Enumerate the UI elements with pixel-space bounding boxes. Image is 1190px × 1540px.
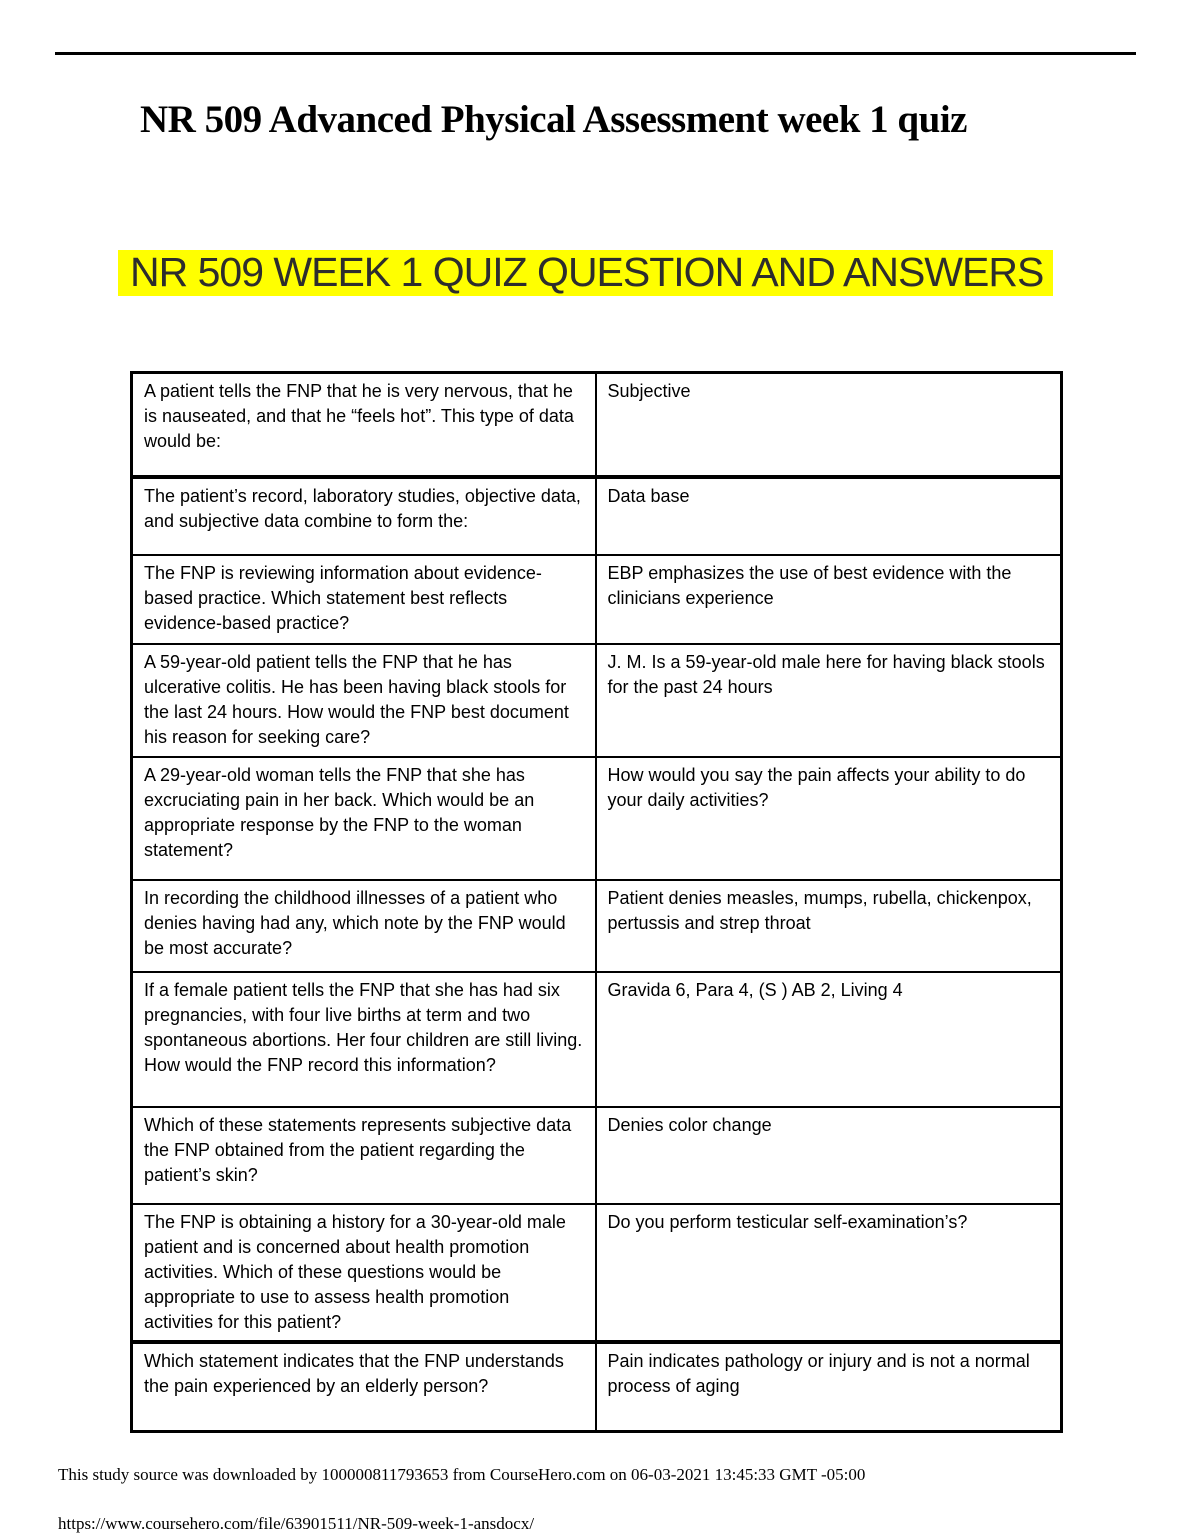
table-row [132, 373, 1062, 477]
question-cell: The FNP is reviewing information about evidence-based practice. Which statement best reflects evidence-based practice? [132, 555, 596, 644]
answer-cell: Data base [596, 477, 1062, 555]
question-cell: A 29-year-old woman tells the FNP that she has excruciating pain in her back. Which would be an appropriate response by the FNP to the woman statement? [132, 757, 596, 880]
question-cell: A 59-year-old patient tells the FNP that he has ulcerative colitis. He has been having black stools for the last 24 hours. How would the FNP best document his reason for seeking care? [132, 644, 596, 757]
answer-cell: Do you perform testicular self-examination’s? [596, 1204, 1062, 1342]
question-cell: A patient tells the FNP that he is very nervous, that he is nauseated, and that he “feels hot”. This type of data would be: [132, 373, 596, 477]
source-url[interactable]: https://www.coursehero.com/file/63901511/NR-509-week-1-ansdocx/ [58, 1514, 535, 1533]
highlighted-heading-text: NR 509 WEEK 1 QUIZ QUESTION AND ANSWERS [130, 249, 1044, 295]
table-row [132, 477, 1062, 555]
answer-cell: How would you say the pain affects your ability to do your daily activities? [596, 757, 1062, 880]
table-row [132, 644, 1062, 757]
answer-cell: J. M. Is a 59-year-old male here for having black stools for the past 24 hours [596, 644, 1062, 757]
question-cell: If a female patient tells the FNP that she has had six pregnancies, with four live births at term and two spontaneous abortions. Her four children are still living. How would the FNP record this information? [132, 972, 596, 1107]
highlighted-heading [118, 250, 1053, 296]
table-row [132, 1204, 1062, 1342]
question-cell: In recording the childhood illnesses of a patient who denies having had any, which note by the FNP would be most accurate? [132, 880, 596, 972]
table-row [132, 972, 1062, 1107]
answer-cell: Pain indicates pathology or injury and is not a normal process of aging [596, 1342, 1062, 1432]
quiz-table-body [132, 373, 1062, 1432]
question-cell: Which statement indicates that the FNP understands the pain experienced by an elderly person? [132, 1342, 596, 1432]
answer-cell: EBP emphasizes the use of best evidence with the clinicians experience [596, 555, 1062, 644]
table-row [132, 757, 1062, 880]
table-row [132, 880, 1062, 972]
document-title: NR 509 Advanced Physical Assessment week 1 quiz [140, 98, 967, 141]
question-cell: Which of these statements represents subjective data the FNP obtained from the patient regarding the patient’s skin? [132, 1107, 596, 1204]
answer-cell: Denies color change [596, 1107, 1062, 1204]
download-note: This study source was downloaded by 100000811793653 from CourseHero.com on 06-03-2021 13:45:33 GMT -05:00 [58, 1465, 866, 1484]
question-cell: The patient’s record, laboratory studies, objective data, and subjective data combine to form the: [132, 477, 596, 555]
quiz-table [130, 371, 1063, 1433]
answer-cell: Subjective [596, 373, 1062, 477]
table-row [132, 1342, 1062, 1432]
question-cell: The FNP is obtaining a history for a 30-year-old male patient and is concerned about health promotion activities. Which of these questions would be appropriate to use to assess health promotion activities for this patient? [132, 1204, 596, 1342]
answer-cell: Gravida 6, Para 4, (S ) AB 2, Living 4 [596, 972, 1062, 1107]
answer-cell: Patient denies measles, mumps, rubella, chickenpox, pertussis and strep throat [596, 880, 1062, 972]
table-row [132, 1107, 1062, 1204]
header-rule [55, 52, 1136, 55]
table-row [132, 555, 1062, 644]
